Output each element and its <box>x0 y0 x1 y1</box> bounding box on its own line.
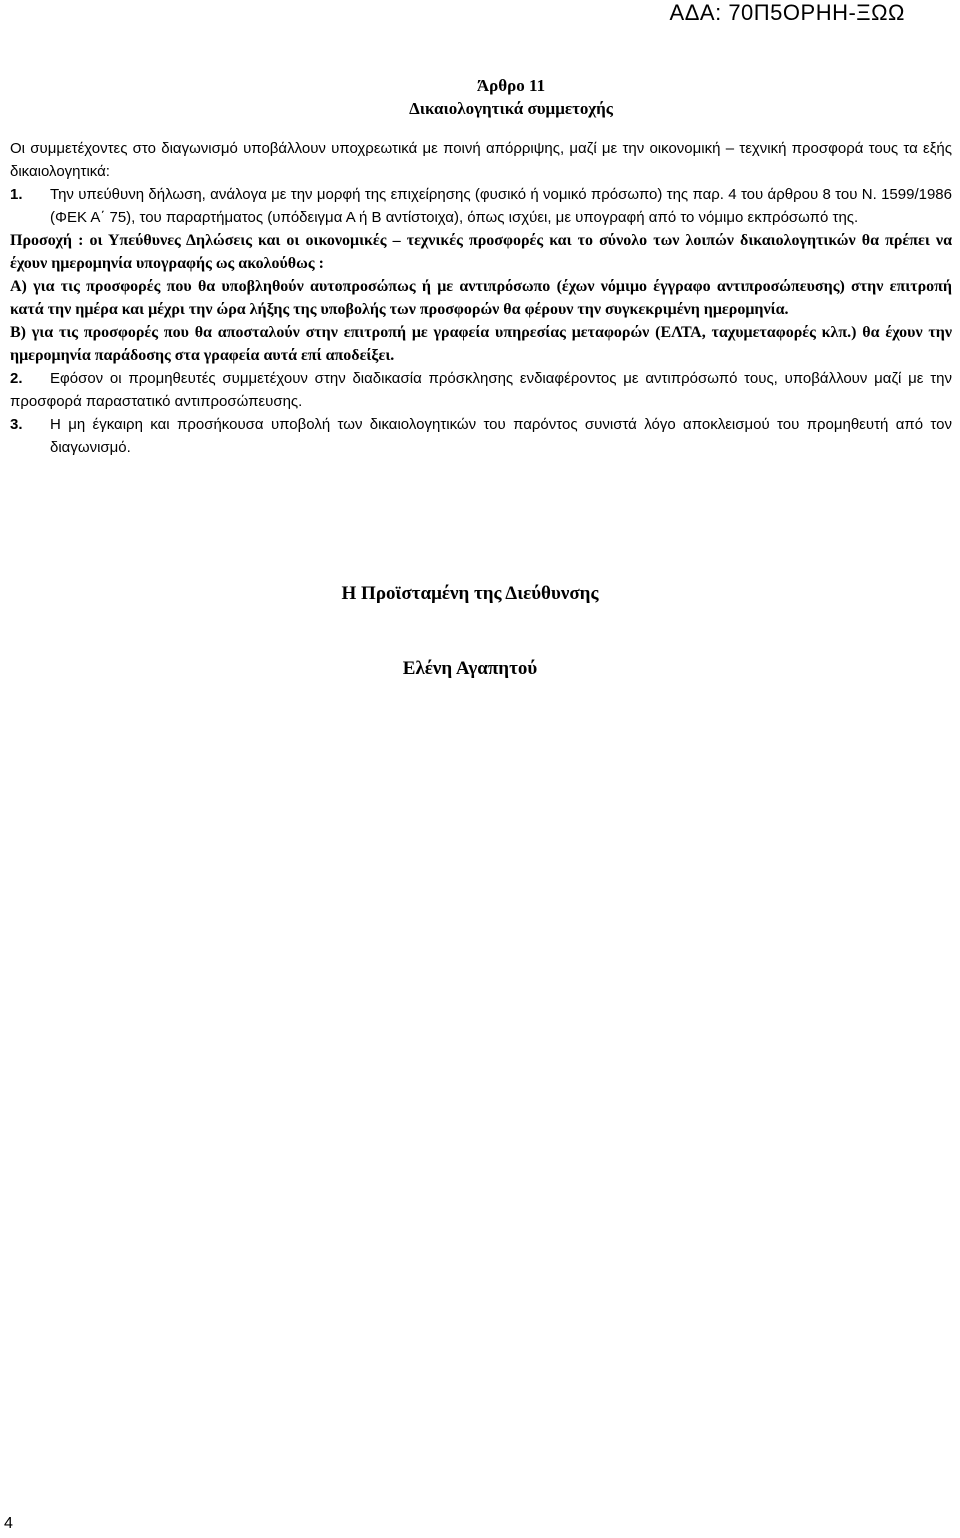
item-2 <box>10 367 952 413</box>
intro-paragraph: Οι συμμετέχοντες στο διαγωνισμό υποβάλλουν υποχρεωτικά με ποινή απόρριψης, μαζί με την οικονομική – τεχνική προσφορά τους τα εξής δικαιολογητικά: <box>10 140 952 180</box>
item-1 <box>10 183 952 229</box>
item-1-number: 1. <box>10 186 23 203</box>
document-body <box>10 74 952 459</box>
item-3-number: 3. <box>10 416 23 433</box>
page-number: 4 <box>4 1515 13 1532</box>
signature-role: Η Προϊσταμένη της Διεύθυνσης <box>341 583 599 604</box>
article-title: Δικαιολογητικά συμμετοχής <box>409 99 613 118</box>
case-b-paragraph: Β) για τις προσφορές που θα αποσταλούν στην επιτροπή με γραφεία υπηρεσίας μεταφορών (ΕΛΤΑ, ταχυμεταφορές κλπ.) θα έχουν την ημερομηνία παράδοσης στα γραφεία αυτά επί αποδείξει. <box>10 324 952 364</box>
item-1-text: Την υπεύθυνη δήλωση, ανάλογα με την μορφή της επιχείρησης (φυσικό ή νομικό πρόσωπο) της παρ. 4 του άρθρου 8 του Ν. 1599/1986 (ΦΕΚ Α΄ 75), του παραρτήματος (υπόδειγμα Α ή Β αντίστοιχα), όπως ισχύει, με υπογραφή από το νόμιμο εκπρόσωπό της. <box>50 186 952 226</box>
item-3-text: Η μη έγκαιρη και προσήκουσα υποβολή των δικαιολογητικών του παρόντος συνιστά λόγο αποκλεισμού του προμηθευτή από τον διαγωνισμό. <box>50 416 952 456</box>
signature-name: Ελένη Αγαπητού <box>402 658 538 679</box>
attention-paragraph: Προσοχή : οι Υπεύθυνες Δηλώσεις και οι οικονομικές – τεχνικές προσφορές και το σύνολο των λοιπών δικαιολογητικών θα πρέπει να έχουν ημερομηνία υπογραφής ως ακολούθως : <box>10 232 952 272</box>
item-2-text: Εφόσον οι προμηθευτές συμμετέχουν στην διαδικασία πρόσκλησης ενδιαφέροντος με αντιπρόσωπό τους, υποβάλλουν μαζί με την προσφορά παραστατικό αντιπροσώπευσης. <box>10 370 952 410</box>
item-2-number: 2. <box>10 370 23 387</box>
case-a-paragraph: Α) για τις προσφορές που θα υποβληθούν αυτοπροσώπως ή με αντιπρόσωπο (έχων νόμιμο έγγραφο αντιπροσώπευσης) στην επιτροπή κατά την ημέρα και μέχρι την ώρα λήξης της υποβολής των προσφορών θα φέρουν την συγκεκριμένη ημερομηνία. <box>10 278 952 318</box>
ada-code: ΑΔΑ: 70Π5ΟΡΗΗ-ΞΩΩ <box>669 0 905 25</box>
item-3 <box>10 413 952 459</box>
article-number: Άρθρο 11 <box>476 76 546 95</box>
